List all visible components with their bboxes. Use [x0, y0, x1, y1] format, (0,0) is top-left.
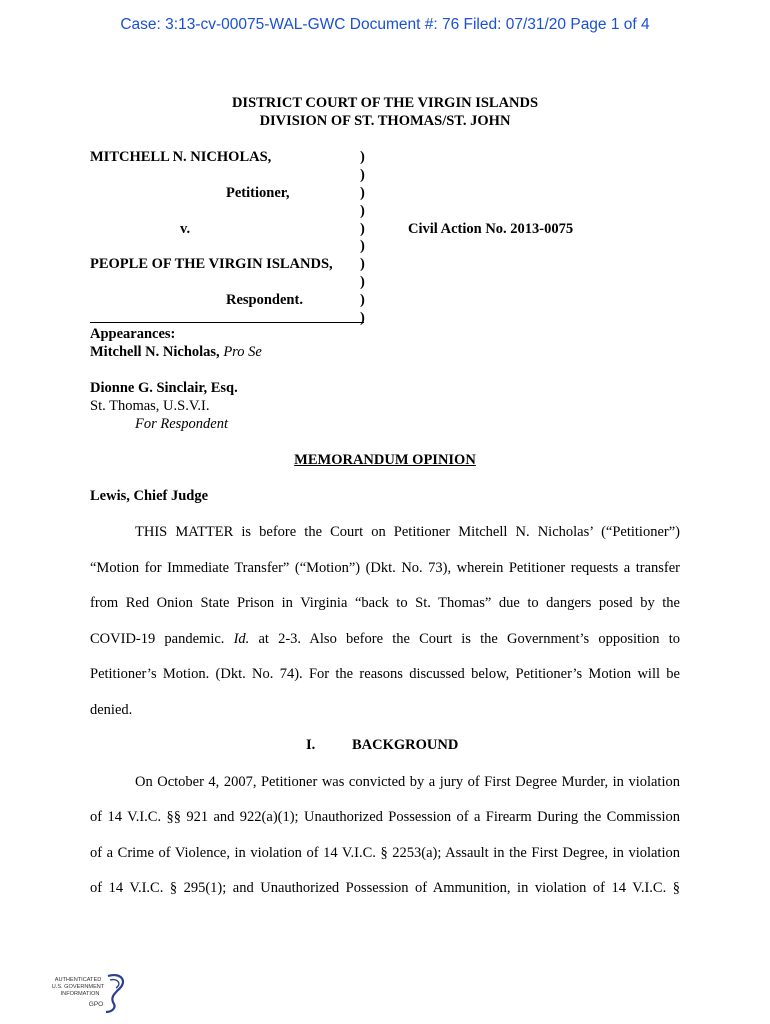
- paragraph-line: of 14 V.I.C. § 295(1); and Unauthorized Possession of Ammunition, in violation of 14 V.I.C. §: [90, 880, 680, 896]
- section-numeral: I.: [306, 737, 316, 753]
- respondent-counsel-name: Dionne G. Sinclair, Esq.: [90, 380, 238, 396]
- judge-line: Lewis, Chief Judge: [90, 488, 209, 504]
- eagle-swoosh-icon: [106, 975, 123, 1012]
- paragraph-line: Petitioner’s Motion. (Dkt. No. 74). For the reasons discussed below, Petitioner’s Motion will be: [90, 666, 680, 682]
- paragraph-line: denied.: [90, 702, 133, 718]
- caption-paren: ): [360, 292, 365, 308]
- caption-paren: ): [360, 238, 365, 254]
- caption-paren: ): [360, 185, 365, 201]
- paragraph-line: “Motion for Immediate Transfer” (“Motion”) (Dkt. No. 73), wherein Petitioner requests a transfer: [90, 560, 680, 576]
- paragraph-line: from Red Onion State Prison in Virginia “back to St. Thomas” due to dangers posed by the: [90, 595, 680, 611]
- caption-paren: ): [360, 203, 365, 219]
- appearances-label: Appearances:: [90, 326, 176, 342]
- court-division: DIVISION OF ST. THOMAS/ST. JOHN: [259, 113, 511, 129]
- petitioner-name: MITCHELL N. NICHOLAS,: [90, 149, 272, 165]
- caption-paren: ): [360, 221, 365, 237]
- section-title: BACKGROUND: [352, 737, 459, 753]
- id-citation: Id.: [233, 631, 250, 647]
- opinion-title: MEMORANDUM OPINION: [294, 452, 476, 468]
- paragraph-line: On October 4, 2007, Petitioner was convicted by a jury of First Degree Murder, in violation: [135, 774, 680, 790]
- petitioner-role: Petitioner,: [226, 185, 290, 201]
- svg-text:U.S. GOVERNMENT: U.S. GOVERNMENT: [51, 984, 105, 990]
- caption-paren: ): [360, 149, 365, 165]
- paragraph-line: COVID-19 pandemic. Id. at 2-3. Also before the Court is the Government’s opposition to: [90, 631, 681, 647]
- caption-paren: ): [360, 310, 365, 326]
- petitioner-counsel: [90, 344, 262, 361]
- caption-paren: ): [360, 167, 365, 183]
- respondent-role: Respondent.: [226, 292, 303, 308]
- caption-underline: [90, 322, 364, 323]
- versus: v.: [180, 221, 191, 237]
- petitioner-counsel-name: Mitchell N. Nicholas,: [90, 344, 220, 360]
- respondent-name: PEOPLE OF THE VIRGIN ISLANDS,: [90, 256, 333, 272]
- caption-paren: ): [360, 256, 365, 272]
- respondent-counsel-role: For Respondent: [135, 416, 229, 432]
- gpo-authentication-logo: [44, 970, 130, 1016]
- svg-text:GPO: GPO: [88, 1001, 104, 1008]
- svg-text:AUTHENTICATED: AUTHENTICATED: [54, 977, 102, 983]
- case-header-stamp: Case: 3:13-cv-00075-WAL-GWC Document #: 76 Filed: 07/31/20 Page 1 of 4: [120, 16, 650, 33]
- caption-paren: ): [360, 274, 365, 290]
- court-name: DISTRICT COURT OF THE VIRGIN ISLANDS: [231, 95, 539, 111]
- paragraph-line: THIS MATTER is before the Court on Petitioner Mitchell N. Nicholas’ (“Petitioner”): [135, 524, 680, 540]
- petitioner-counsel-role: Pro Se: [223, 344, 262, 360]
- paragraph-line: of a Crime of Violence, in violation of 14 V.I.C. § 2253(a); Assault in the First Degree, in violation: [90, 845, 680, 861]
- respondent-counsel-location: St. Thomas, U.S.V.I.: [90, 398, 210, 414]
- civil-action-number: Civil Action No. 2013-0075: [408, 221, 574, 237]
- svg-text:INFORMATION: INFORMATION: [60, 991, 100, 997]
- paragraph-line: of 14 V.I.C. §§ 921 and 922(a)(1); Unauthorized Possession of a Firearm During the Commission: [90, 809, 680, 825]
